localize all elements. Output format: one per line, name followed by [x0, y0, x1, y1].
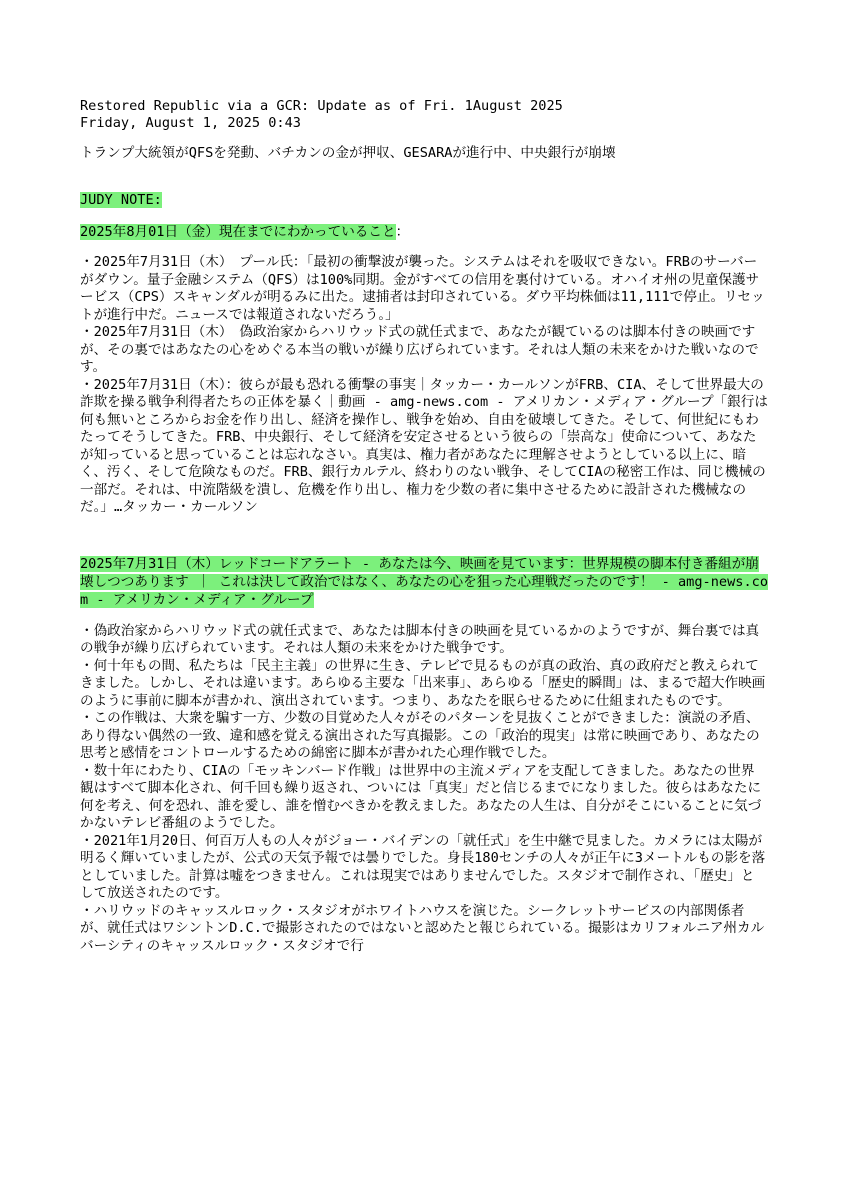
known-heading: 2025年8月01日（金）現在までにわかっていること: [80, 224, 396, 240]
list-item: ・2021年1月20日、何百万人もの人々がジョー・バイデンの「就任式」を生中継で見ました。カメラには太陽が明るく輝いていましたが、公式の天気予報では曇りでした。身長180センチの人々が正午に3メートルもの影を落としていました。計算は嘘をつきません。これは現実ではありませんでした。スタジオで制作され、「歴史」として放送されたのです。: [80, 832, 766, 901]
list-item: ・数十年にわたり、CIAの「モッキンバード作戦」は世界中の主流メディアを支配してきました。あなたの世界観はすべて脚本化され、何千回も繰り返され、ついには「真実」だと信じるまでになりました。彼らはあなたに何を考え、何を恐れ、誰を愛し、誰を憎むべきかを教えました。あなたの人生は、自分がそこにいることに気づかないテレビ番組のようでした。: [80, 762, 762, 831]
document-title: Restored Republic via a GCR: Update as of Fri. 1August 2025: [80, 98, 563, 114]
judy-note-label-line: [80, 190, 768, 210]
known-heading-suffix: ：: [395, 224, 410, 240]
document-subtitle: トランプ大統領がQFSを発動、バチカンの金が押収、GESARAが進行中、中央銀行が崩壊: [80, 145, 616, 161]
list-item: ・何十年もの間、私たちは「民主主義」の世界に生き、テレビで見るものが真の政治、真の政府だと教えられてきました。しかし、それは違います。あらゆる主要な「出来事」、あらゆる「歴史的瞬間」は、まるで超大作映画のように事前に脚本が書かれ、演出されています。つまり、あなたを眠らせるために仕組まれたものです。: [80, 657, 766, 709]
list-item: ・2025年7月31日（木）：彼らが最も恐れる衝撃の事実｜タッカー・カールソンがFRB、CIA、そして世界最大の詐欺を操る戦争利得者たちの正体を暴く｜動画 - amg-news.com - アメリカン・メディア・グループ「銀行は何も無いところからお金を作り出し、経済を操作し、戦争を始め、自由を破壊してきた。そして、何世紀にもわたってそうしてきた。FRB、中央銀行、そして経済を安定させるという彼らの「崇高な」使命について、あなたが知っていると思っていることは忘れなさい。真実は、権力者があなたに理解させようとしている以上に、暗く、汚く、そして危険なものだ。FRB、銀行カルテル、終わりのない戦争、そしてCIAの秘密工作は、同じ機械の一部だ。それは、中流階級を潰し、危機を作り出し、権力を少数の者に集中させるために設計された機械なのだ。」…タッカー・カールソン: [80, 376, 768, 515]
section2-list: [80, 623, 768, 956]
document-date: Friday, August 1, 2025 0:43: [80, 115, 301, 131]
list-item: ・2025年7月31日（木） 偽政治家からハリウッド式の就任式まで、あなたが観ているのは脚本付きの映画ですが、その裏ではあなたの心をめぐる本当の戦いが繰り広げられています。それは人類の未来をかけた戦いなのです。: [80, 324, 759, 375]
known-heading-line: [80, 222, 768, 242]
section1-list: [80, 254, 768, 517]
judy-note-label: JUDY NOTE:: [80, 192, 162, 208]
list-item: ・偽政治家からハリウッド式の就任式まで、あなたは脚本付きの映画を見ているかのようですが、舞台裏では真の戦争が繰り広げられています。それは人類の未来をかけた戦争です。: [80, 622, 760, 656]
list-item: ・2025年7月31日（木） プール氏：「最初の衝撃波が襲った。システムはそれを吸収できない。FRBのサーバーがダウン。量子金融システム（QFS）は100%同期。金がすべての信用を裏付けている。オハイオ州の児童保護サービス（CPS）スキャンダルが明るみに出た。逮捕者は封印されている。ダウ平均株価は11,111で停止。リセットが進行中だ。ニュースでは報道されないだろう。」: [80, 254, 765, 323]
section2-headline: 2025年7月31日（木）レッドコードアラート - あなたは今、映画を見ています：世界規模の脚本付き番組が崩壊しつつあります ｜ これは決して政治ではなく、あなたの心を狙った心理戦だったのです！ - amg-news.com - アメリカン・メディア・グループ: [80, 555, 769, 608]
list-item: ・この作戦は、大衆を騙す一方、少数の目覚めた人々がそのパターンを見抜くことができました：演説の矛盾、あり得ない偶然の一致、違和感を覚える演出された写真撮影。この「政治的現実」は常に映画であり、あなたの思考と感情をコントロールするための綿密に脚本が書かれた心理作戦でした。: [80, 710, 760, 761]
list-item: ・ハリウッドのキャッスルロック・スタジオがホワイトハウスを演じた。シークレットサービスの内部関係者が、就任式はワシントンD.C.で撮影されたのではないと認めたと報じられている。撮影はカリフォルニア州カルバーシティのキャッスルロック・スタジオで行: [80, 902, 765, 954]
section2-headline-block: [80, 555, 768, 609]
document-page: [80, 98, 768, 955]
